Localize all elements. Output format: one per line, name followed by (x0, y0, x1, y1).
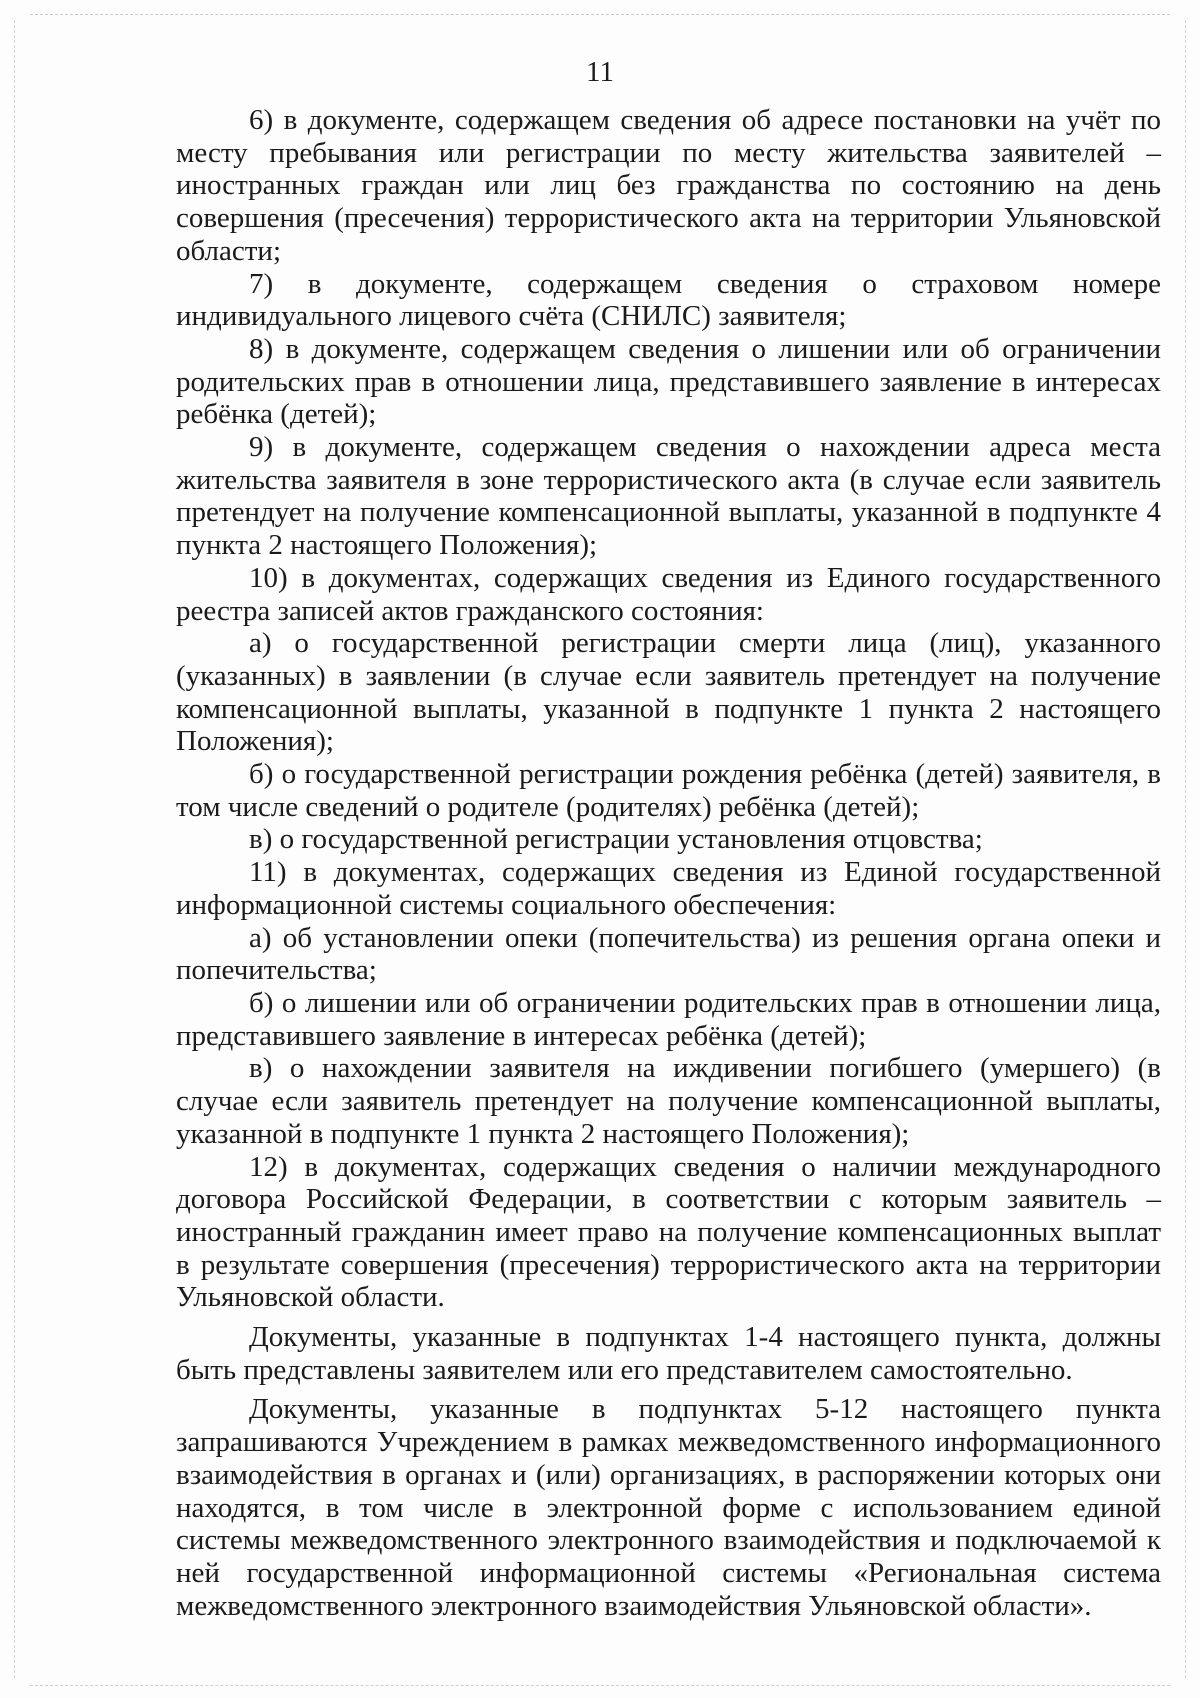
paragraph-item-10: 10) в документах, содержащих сведения из Единого государственного реестра записей актов гражданского состояния: (176, 561, 1161, 627)
document-body (176, 104, 1161, 1622)
scan-edge-right (1185, 20, 1186, 1678)
scan-edge-left (14, 20, 15, 1678)
page-number: 11 (586, 56, 614, 88)
paragraph-item-11v: в) о нахождении заявителя на иждивении погибшего (умершего) (в случае если заявитель претендует на получение компенсационной выплаты, указанной в подпункте 1 пункта 2 настоящего Положения); (176, 1052, 1161, 1150)
scan-edge-bottom (30, 1685, 1170, 1686)
paragraph-item-6: 6) в документе, содержащем сведения об адресе постановки на учёт по месту пребывания или регистрации по месту жительства заявителей – иностранных граждан или лиц без гражданства по состоянию на день совершения (пресечения) террористического акта на территории Ульяновской области; (176, 104, 1161, 267)
paragraph-documents-5-12: Документы, указанные в подпунктах 5-12 настоящего пункта запрашиваются Учреждением в рамках межведомственного информационного взаимодействия в органах и (или) организациях, в распоряжении которых они находятся, в том числе в электронной форме с использованием единой системы межведомственного электронного взаимодействия и подключаемой к ней государственной информационной системы «Региональная система межведомственного электронного взаимодействия Ульяновской области». (176, 1393, 1161, 1622)
paragraph-item-9: 9) в документе, содержащем сведения о нахождении адреса места жительства заявителя в зоне террористического акта (в случае если заявитель претендует на получение компенсационной выплаты, указанной в подпункте 4 пункта 2 настоящего Положения); (176, 431, 1161, 562)
paragraph-item-8: 8) в документе, содержащем сведения о лишении или об ограничении родительских прав в отношении лица, представившего заявление в интересах ребёнка (детей); (176, 332, 1161, 431)
paragraph-item-10a: а) о государственной регистрации смерти лица (лиц), указанного (указанных) в заявлении (в случае если заявитель претендует на получение компенсационной выплаты, указанной в подпункте 1 пункта 2 настоящего Положения); (176, 627, 1161, 758)
paragraph-item-11a: а) об установлении опеки (попечительства) из решения органа опеки и попечительства; (176, 921, 1161, 987)
paragraph-item-11b: б) о лишении или об ограничении родительских прав в отношении лица, представившего заявление в интересах ребёнка (детей); (176, 986, 1161, 1052)
scan-edge-top (30, 14, 1170, 15)
paragraph-item-7: 7) в документе, содержащем сведения о страховом номере индивидуального лицевого счёта (СНИЛС) заявителя; (176, 267, 1161, 333)
paragraph-item-10b: б) о государственной регистрации рождения ребёнка (детей) заявителя, в том числе сведений о родителе (родителях) ребёнка (детей); (176, 758, 1161, 823)
paragraph-item-10v: в) о государственной регистрации установления отцовства; (249, 823, 983, 856)
paragraph-item-12: 12) в документах, содержащих сведения о наличии международного договора Российской Федерации, в соответствии с которым заявитель – иностранный гражданин имеет право на получение компенсационных выплат в результате совершения (пресечения) террористического акта на территории Ульяновской области. (176, 1150, 1161, 1314)
paragraph-documents-1-4: Документы, указанные в подпунктах 1-4 настоящего пункта, должны быть представлены заявителем или его представителем самостоятельно. (176, 1321, 1161, 1386)
paragraph-item-11: 11) в документах, содержащих сведения из Единой государственной информационной системы социального обеспечения: (176, 856, 1161, 921)
